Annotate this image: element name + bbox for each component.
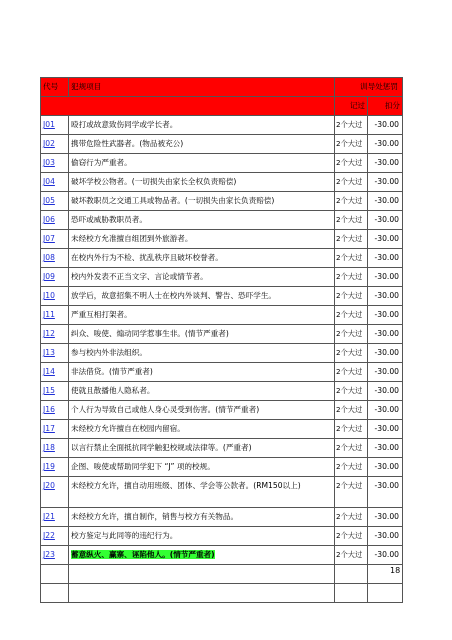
table-row	[41, 546, 403, 565]
rule-description-cell	[69, 116, 335, 135]
rule-description: 偷窃行为严重者。	[71, 158, 132, 167]
rule-description: 殴打或故意致伤同学或学长者。	[71, 120, 178, 129]
table-row	[41, 508, 403, 527]
deduct-points-cell: -30.00	[368, 344, 403, 363]
page-number: 18	[390, 566, 401, 575]
rule-description-cell	[69, 401, 335, 420]
rule-description: 未经校方允许擅自在校园内留宿。	[71, 424, 185, 433]
rule-code-link[interactable]: J14	[43, 367, 55, 376]
rule-code-link[interactable]: J23	[43, 550, 55, 559]
table-row	[41, 363, 403, 382]
deduct-points-cell: -30.00	[368, 154, 403, 173]
rule-description-cell	[69, 477, 335, 508]
rule-description: 非法借贷。(情节严重者)	[71, 367, 153, 376]
rule-code-cell[interactable]	[41, 546, 69, 565]
deduct-points-cell: -30.00	[368, 230, 403, 249]
rule-code-cell[interactable]	[41, 363, 69, 382]
penalty-cell: 2个大过	[335, 135, 368, 154]
rule-description: 未经校方允准擅自组团到外旅游者。	[71, 234, 193, 243]
penalty-cell: 2个大过	[335, 458, 368, 477]
rule-code-cell[interactable]	[41, 401, 69, 420]
rule-description-cell	[69, 211, 335, 230]
rule-description-cell	[69, 420, 335, 439]
rule-description: 破坏教职员之交通工具或物品者。(一切损失由家长负责赔偿)	[71, 196, 275, 205]
deduct-points-cell: -30.00	[368, 268, 403, 287]
penalty-cell: 2个大过	[335, 363, 368, 382]
deduct-points-cell: -30.00	[368, 420, 403, 439]
rule-code-link[interactable]: J13	[43, 348, 55, 357]
penalty-cell: 2个大过	[335, 439, 368, 458]
item-column-header: 犯规项目	[69, 78, 335, 97]
rule-description-cell	[69, 508, 335, 527]
penalty-cell: 2个大过	[335, 287, 368, 306]
rule-code-link[interactable]: J20	[43, 481, 55, 490]
table-row	[41, 477, 403, 508]
rule-description: 未经校方允许，擅自制作，销售与校方有关物品。	[71, 512, 239, 521]
rule-description: 蓄意纵火、赢寨、诬陷他人。(情节严重者)	[71, 550, 215, 559]
table-row	[41, 268, 403, 287]
rule-description-cell	[69, 249, 335, 268]
table-row	[41, 192, 403, 211]
rule-code-link[interactable]: J01	[43, 120, 55, 129]
rule-code-cell[interactable]	[41, 249, 69, 268]
rule-code-link[interactable]: J21	[43, 512, 55, 521]
rule-code-link[interactable]: J06	[43, 215, 55, 224]
rule-description: 未经校方允许，擅自动用班级、团体、学会等公款者。(RM150以上)	[71, 481, 301, 490]
rule-code-link[interactable]: J16	[43, 405, 55, 414]
empty-cell	[69, 584, 335, 603]
rule-code-cell[interactable]	[41, 173, 69, 192]
rule-description: 以言行禁止全面抵抗同学触犯校规或法律等。(严重者)	[71, 443, 252, 452]
rule-description: 在校内外行为不检、扰乱秩序且破坏校誉者。	[71, 253, 223, 262]
deduct-points-cell: -30.00	[368, 287, 403, 306]
table-row	[41, 116, 403, 135]
penalty-cell: 2个大过	[335, 116, 368, 135]
rule-code-cell[interactable]	[41, 325, 69, 344]
table-row	[41, 420, 403, 439]
table-row	[41, 173, 403, 192]
rule-code-cell[interactable]	[41, 192, 69, 211]
deduct-points-cell: -30.00	[368, 135, 403, 154]
empty-cell	[41, 565, 69, 584]
table-row	[41, 344, 403, 363]
penalty-cell: 2个大过	[335, 249, 368, 268]
penalty-cell: 2个大过	[335, 230, 368, 249]
table-row	[41, 154, 403, 173]
penalty-cell: 2个大过	[335, 401, 368, 420]
rule-description: 严重互相打架者。	[71, 310, 132, 319]
penalty-cell: 2个大过	[335, 173, 368, 192]
rule-code-cell[interactable]	[41, 477, 69, 508]
rule-code-cell[interactable]	[41, 116, 69, 135]
rule-description: 携带危险性武器者。(物品被充公)	[71, 139, 184, 148]
rule-description-cell	[69, 363, 335, 382]
table-row	[41, 439, 403, 458]
penalty-cell: 2个大过	[335, 382, 368, 401]
rule-code-link[interactable]: J04	[43, 177, 55, 186]
table-row	[41, 527, 403, 546]
rule-description-cell	[69, 325, 335, 344]
empty-cell	[41, 584, 69, 603]
rule-code-cell[interactable]	[41, 154, 69, 173]
table-row	[41, 458, 403, 477]
rule-code-link[interactable]: J22	[43, 531, 55, 540]
rule-code-link[interactable]: J07	[43, 234, 55, 243]
empty-table-row	[41, 565, 403, 584]
code-column-header: 代号	[41, 78, 69, 97]
deduct-points-cell: -30.00	[368, 192, 403, 211]
penalty-cell: 2个大过	[335, 508, 368, 527]
penalty-cell: 2个大过	[335, 325, 368, 344]
table-row	[41, 230, 403, 249]
deduct-points-cell: -30.00	[368, 382, 403, 401]
deduct-points-cell: -30.00	[368, 401, 403, 420]
deduct-points-cell: -30.00	[368, 458, 403, 477]
empty-cell	[335, 565, 368, 584]
rule-description: 校内外发表不正当文字、言论或情节者。	[71, 272, 208, 281]
penalty-cell: 2个大过	[335, 527, 368, 546]
table-subheader-row	[41, 97, 403, 116]
rule-code-cell[interactable]	[41, 527, 69, 546]
penalty-cell: 2个大过	[335, 268, 368, 287]
rule-code-link[interactable]: J03	[43, 158, 55, 167]
penalty-cell: 2个大过	[335, 154, 368, 173]
rule-description: 恐吓或威胁教职员者。	[71, 215, 147, 224]
deduct-points-cell: -30.00	[368, 306, 403, 325]
table-row	[41, 249, 403, 268]
table-row	[41, 211, 403, 230]
subheader-blank-cell	[69, 97, 335, 116]
deduct-points-cell: -30.00	[368, 439, 403, 458]
empty-table-row	[41, 584, 403, 603]
rule-description: 纠众、唆使、煽动同学惹事生非。(情节严重者)	[71, 329, 229, 338]
rule-code-cell[interactable]	[41, 382, 69, 401]
rule-description-cell	[69, 135, 335, 154]
deduct-points-cell: -30.00	[368, 546, 403, 565]
rule-code-cell[interactable]	[41, 508, 69, 527]
deduct-points-cell: -30.00	[368, 363, 403, 382]
penalty-cell: 2个大过	[335, 344, 368, 363]
deduct-points-cell: -30.00	[368, 508, 403, 527]
rule-code-cell[interactable]	[41, 287, 69, 306]
empty-cell	[335, 584, 368, 603]
rule-code-cell[interactable]	[41, 211, 69, 230]
deduct-points-cell: -30.00	[368, 116, 403, 135]
deduct-points-cell: -30.00	[368, 527, 403, 546]
rule-description-cell	[69, 154, 335, 173]
rule-code-cell[interactable]	[41, 344, 69, 363]
rule-code-link[interactable]: J02	[43, 139, 55, 148]
table-row	[41, 135, 403, 154]
rule-description-cell	[69, 546, 335, 565]
rule-code-link[interactable]: J18	[43, 443, 55, 452]
rule-description-cell	[69, 192, 335, 211]
deduct-points-cell: -30.00	[368, 477, 403, 508]
deduct-points-cell: -30.00	[368, 211, 403, 230]
rule-description: 校方鉴定与此同等的违纪行为。	[71, 531, 178, 540]
rule-description-cell	[69, 382, 335, 401]
record-column-header: 记过	[335, 97, 368, 116]
table-header-row	[41, 78, 403, 97]
rule-description-cell	[69, 344, 335, 363]
rule-description: 破坏学校公物者。(一切损失由家长全权负责赔偿)	[71, 177, 237, 186]
rule-code-link[interactable]: J10	[43, 291, 55, 300]
penalty-cell: 2个大过	[335, 306, 368, 325]
deduct-points-cell: -30.00	[368, 249, 403, 268]
rule-code-link[interactable]: J12	[43, 329, 55, 338]
rule-description: 使就且散播他人隐私者。	[71, 386, 155, 395]
rule-code-link[interactable]: J08	[43, 253, 55, 262]
rule-code-link[interactable]: J09	[43, 272, 55, 281]
rule-code-link[interactable]: J17	[43, 424, 55, 433]
penalty-cell: 2个大过	[335, 477, 368, 508]
penalty-cell: 2个大过	[335, 192, 368, 211]
rule-code-cell[interactable]	[41, 230, 69, 249]
rule-code-link[interactable]: J11	[43, 310, 55, 319]
rule-description-cell	[69, 527, 335, 546]
rule-description-cell	[69, 439, 335, 458]
table-row	[41, 287, 403, 306]
empty-cell	[69, 565, 335, 584]
table-row	[41, 306, 403, 325]
rule-description-cell	[69, 306, 335, 325]
deduct-points-cell: -30.00	[368, 325, 403, 344]
table-row	[41, 325, 403, 344]
rule-code-link[interactable]: J15	[43, 386, 55, 395]
deduct-column-header: 扣分	[368, 97, 403, 116]
rule-code-cell[interactable]	[41, 439, 69, 458]
table-row	[41, 401, 403, 420]
rule-description-cell	[69, 230, 335, 249]
penalty-column-header: 训导处惩罚	[335, 78, 403, 97]
rule-description-cell	[69, 287, 335, 306]
rule-description: 企图、唆使或帮助同学犯下 “J” 项的校规。	[71, 462, 215, 471]
rule-description: 个人行为导致自己或他人身心灵受到伤害。(情节严重者)	[71, 405, 260, 414]
penalty-cell: 2个大过	[335, 211, 368, 230]
rule-code-link[interactable]: J05	[43, 196, 55, 205]
penalty-cell: 2个大过	[335, 546, 368, 565]
subheader-blank-cell	[41, 97, 69, 116]
rule-code-cell[interactable]	[41, 458, 69, 477]
penalty-cell: 2个大过	[335, 420, 368, 439]
rule-code-link[interactable]: J19	[43, 462, 55, 471]
rule-description: 放学后，故意招集不明人士在校内外谈判、警告、恐吓学生。	[71, 291, 277, 300]
table-row	[41, 382, 403, 401]
rule-code-cell[interactable]	[41, 135, 69, 154]
rule-code-cell[interactable]	[41, 268, 69, 287]
rule-description-cell	[69, 268, 335, 287]
discipline-table	[40, 77, 403, 603]
rule-description-cell	[69, 458, 335, 477]
empty-cell	[368, 584, 403, 603]
rule-description-cell	[69, 173, 335, 192]
rule-code-cell[interactable]	[41, 306, 69, 325]
rule-description: 参与校内外非法组织。	[71, 348, 147, 357]
rule-code-cell[interactable]	[41, 420, 69, 439]
deduct-points-cell: -30.00	[368, 173, 403, 192]
